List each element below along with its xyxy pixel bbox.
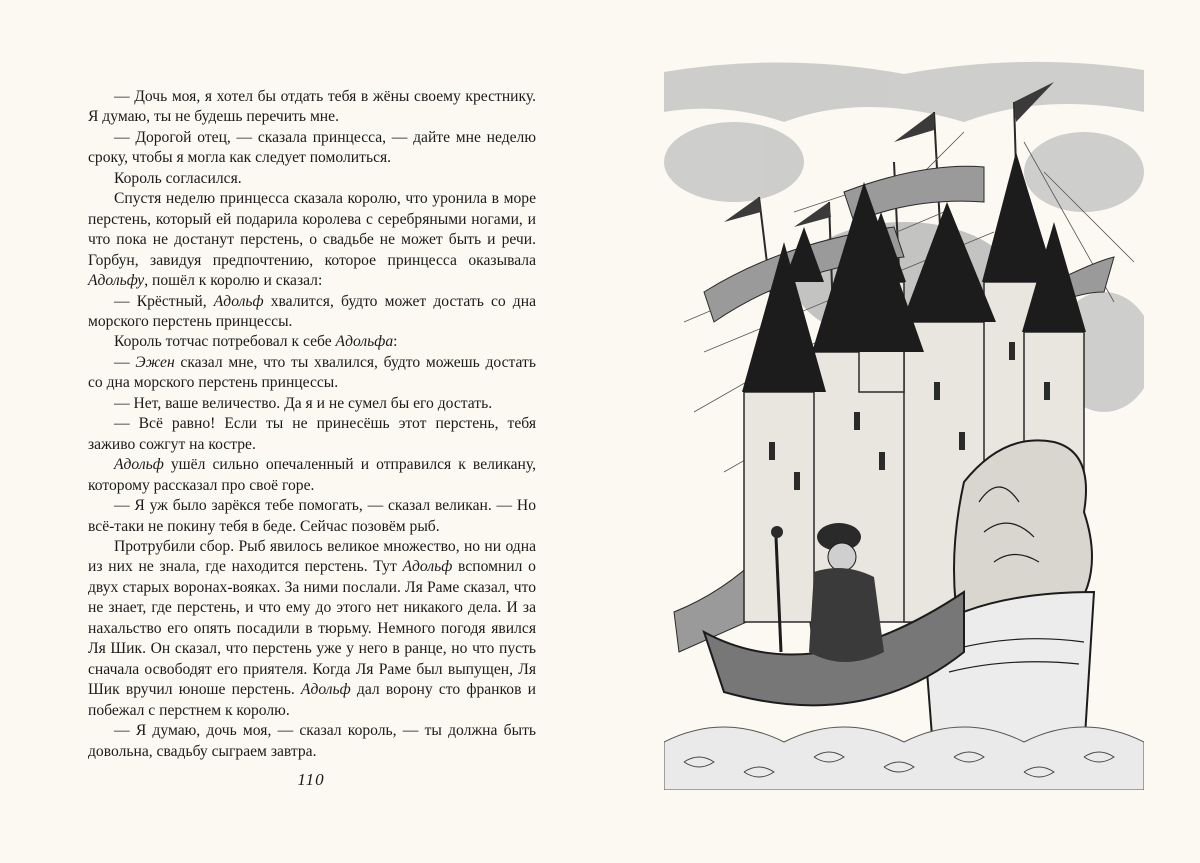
text-run: , пошёл к королю и сказал: xyxy=(144,272,323,290)
italic-name: Адольф xyxy=(402,558,453,576)
paragraph xyxy=(88,394,536,414)
text-run: ушёл сильно опечаленный и отправился к великану, которому рассказал про своё горе. xyxy=(88,456,536,494)
italic-name: Адольф xyxy=(213,292,264,310)
paragraph xyxy=(88,414,536,455)
paragraph xyxy=(88,496,536,537)
text-run: — Крёстный, xyxy=(114,292,214,310)
paragraph xyxy=(88,189,536,291)
paragraph xyxy=(88,292,536,333)
text-run: — Дорогой отец, — сказала принцесса, — дайте мне неделю сроку, чтобы я могла как следует помолиться. xyxy=(88,128,536,167)
text-run: — Нет, ваше величество. Да я и не сумел бы его достать. xyxy=(114,394,493,412)
text-run: — xyxy=(114,353,136,371)
text-run: Король тотчас потребовал к себе xyxy=(114,333,336,351)
text-run: Спустя неделю принцесса сказала королю, что уронила в море перстень, который ей подарила королева с серебряными ногами, и что пока не достанут перстень, о свадьбе не может быть и речи. Горбун, завидуя предпочтению, которое принцесса оказывала xyxy=(88,190,536,269)
text-run: Протрубили сбор. Рыб явилось великое множество, но ни одна из них не знала, где находится перстень. Тут xyxy=(88,537,536,576)
paragraph xyxy=(88,455,536,496)
text-run: дал ворону сто франков и побежал с перстнем к королю. xyxy=(88,681,536,719)
paragraph xyxy=(88,353,536,394)
italic-name: Адольфу xyxy=(88,272,145,290)
paragraph xyxy=(88,128,536,169)
text-run: вспомнил о двух старых воронах-вояках. За ними послали. Ля Раме сказал, что не знает, где перстень, и что ему до этого нет никакого дела. И за нахальство его опять посадили в тюрьму. Немного погодя явился Ля Шик. Он сказал, что перстень уже у него в ранце, но что пусть сначала освободят его приятеля. Когда Ля Раме был выпущен, Ля Шик вручил юноше перстень. xyxy=(88,558,536,699)
ship-castle-drawing xyxy=(664,52,1144,790)
text-run: — Всё равно! Если ты не принесёшь этот перстень, тебя заживо сожгут на костре. xyxy=(88,415,536,453)
text-run: — Дочь моя, я хотел бы отдать тебя в жёны своему крестнику. Я думаю, ты не будешь перечить мне. xyxy=(88,88,536,126)
text-column xyxy=(88,87,536,762)
page-number: 110 xyxy=(297,770,325,789)
paragraph xyxy=(88,87,536,128)
paragraph xyxy=(88,721,536,762)
italic-name: Эжен xyxy=(135,353,175,371)
paragraph xyxy=(88,332,536,352)
text-run: Король согласился. xyxy=(114,169,242,187)
text-run: — Я думаю, дочь моя, — сказал король, — ты должна быть довольна, свадьбу сыграем завтра. xyxy=(88,722,536,760)
paragraph xyxy=(88,169,536,189)
text-run: — Я уж было зарёкся тебе помогать, — сказал великан. — Но всё-таки не покину тебя в беде. Сейчас позовём рыб. xyxy=(88,497,536,535)
italic-name: Адольфа xyxy=(335,333,394,351)
paragraph xyxy=(88,537,536,721)
italic-name: Адольф xyxy=(114,456,164,474)
text-run: : xyxy=(393,333,398,351)
italic-name: Адольф xyxy=(300,681,351,699)
illustration xyxy=(664,52,1144,790)
text-run: сказал мне, что ты хвалился, будто можешь достать со дна морского перстень принцессы. xyxy=(88,353,536,392)
text-run: хвалится, будто может достать со дна морского перстень принцессы. xyxy=(88,292,536,330)
